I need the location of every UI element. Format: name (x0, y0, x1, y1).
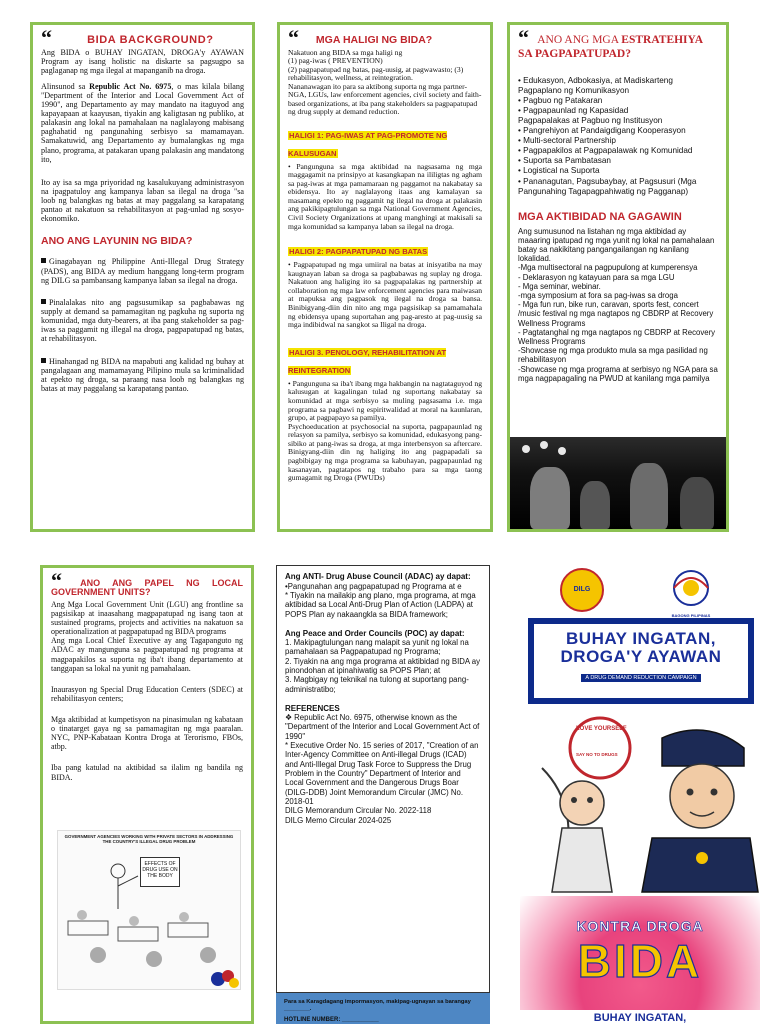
strategy-item: • Pagbuo ng Patakaran (518, 95, 603, 105)
activity-item: -Showcase ng mga programa at serbisyo ng NGA para sa mga nagpapagaling na PWUD at kanilang mga pamilya (518, 364, 718, 383)
panel1-para3: Ito ay isa sa mga priyoridad ng kasalukuyang administrasyon na ipagpatuloy ang kampanya laban sa ilegal na droga "sa loob ng balangkas ng batas at may paggalang sa karapatang pantao at nakatuon sa rehabilitasyon at pag-unlad ng sosyo-ekonomiko. (41, 177, 244, 224)
strategy-list (518, 76, 718, 197)
quote-mark-icon: “ (518, 25, 529, 50)
strategy-item: Pagpapalakas at Pagbuo ng Institusyon (518, 116, 663, 126)
panel1-subheading: ANO ANG LAYUNIN NG BIDA? (41, 235, 193, 248)
classroom-illustration: GOVERNMENT AGENCIES WORKING WITH PRIVATE SECTORS IN ADDRESSING THE COUNTRY'S ILLEGAL DRUG PROBLEM EFFECTS OF DRUG USE ON THE BODY (57, 830, 241, 990)
cover-banner (528, 618, 754, 704)
bida-logo (520, 896, 760, 1024)
square-bullet-icon (41, 358, 46, 363)
panel1-heading: “ BIDA BACKGROUND? (41, 25, 214, 50)
quote-mark-icon: “ (41, 25, 52, 50)
strategy-item: • Pangrehiyon at Pandaigdigang Kooperasyon (518, 126, 686, 136)
bagong-pilipinas-logo-icon: BAGONG PILIPINAS (668, 568, 714, 614)
concert-photo (510, 437, 726, 529)
kontra-droga-label: KONTRA DROGA (576, 918, 704, 934)
strategy-item: • Pananagutan, Pagsubaybay, at Pagsusuri (Mga Pangunahing Tagapagpahiwatig ng Pagganap) (518, 176, 697, 196)
panel1-body (41, 48, 244, 223)
activity-item: - Mga fun run, bike run, caravan, sports fest, concert /music festival ng mga nagtapos ng CBDRP at Recovery Wellness Programs (518, 300, 714, 328)
panel-lgu-role (40, 565, 254, 1024)
panel1-bullet-1: Ginagabayan ng Philippine Anti-Illegal Drug Strategy (PADS), ang BIDA ay medium hanggang long-term program ng DILG sa pambansang kampanya laban sa ilegal na droga. (41, 257, 244, 285)
haligi1-text: • Pangunguna sa mga aktibidad na nagsasama ng mga maggagamit na prinsipyo at kasangkapan na ililigtas ng agham sa pag-iwas at mga pamamaraan ng paggamot na nakabatay sa ebidensya. Ito ay naglalayong itaas ang kamalayan sa masamang epekto ng paggamit ng ilegal na droga at palakasin ang pakikipagtulungan sa mga National Government Agencies, Civil Society Organizations at upang manghingi at makisali sa mga komunidad sa kampanya laban sa ilegal na droga. (288, 161, 482, 231)
poc-item: 2. Tiyakin na ang mga programa at aktibidad ng BIDA ay pinondohan at ipinahiwatig sa POPS Plan; at (285, 656, 481, 675)
strategy-item: • Pagpapakilos at Pagpapalawak ng Komunidad (518, 146, 693, 156)
poc-list (285, 638, 481, 694)
square-bullet-icon (41, 258, 46, 263)
activity-item: - Deklarasyon ng katayuan para sa mga LGU (518, 272, 675, 282)
activity-item: - Pagtatanghal ng mga nagtapos ng CBDRP at Recovery Wellness Programs (518, 327, 716, 346)
activity-item: Ang sumusunod na listahan ng mga aktibidad ay maaaring ipatupad ng mga yunit ng lokal na pamahalaan batay sa nakikitang pangangailangan ng kanilang lokalidad. (518, 226, 715, 264)
panel1-bullets (41, 257, 244, 393)
panel-adac-poc (276, 565, 490, 993)
say-no-badge: SAY NO TO DRUGS (576, 752, 618, 757)
bida-bottom-text: BUHAY INGATAN, (520, 1010, 760, 1024)
reference-item: ❖ Republic Act No. 6975, otherwise known as the "Department of the Interior and Local Government Act of 1990" (285, 713, 480, 741)
quote-mark-icon: “ (51, 568, 62, 593)
panel1-bullet-2: Pinalalakas nito ang pagsusumikap sa pagbabawas ng supply at demand sa pamamagitan ng pagkuha ng suporta ng komunidad, mga duty-bearers, at iba pang stakeholder sa pag-iwas sa paggamit ng illegal na droga, pagpapatupad ng batas, at rehabilitasyon. (41, 297, 244, 344)
quote-mark-icon: “ (288, 25, 299, 50)
panel4-para: Inaurasyon ng Special Drug Education Centers (SDEC) at rehabilitasyon centers; (51, 684, 243, 703)
adac-item: •Pangunahan ang pagpapatupad ng Programa at e (285, 581, 462, 591)
haligi3-heading: HALIGI 3. PENOLOGY, REHABILITATION AT REINTEGRATION (288, 347, 447, 375)
reference-item: DILG Memorandum Circular No. 2022-118 (285, 806, 432, 816)
activity-item: -Mga multisectoral na pagpupulong at kumperensya (518, 263, 698, 273)
panel4-body (51, 600, 243, 782)
strategy-item: • Multi-sectoral Partnership (518, 136, 616, 146)
haligi3-text: • Pangunguna sa iba't ibang mga hakbangin na nagtataguyod ng kalusugan at kagalingan tulad ng suportang nakabatay sa komunidad at mga serbisyo sa muling pagsasama i.e. mga programa sa pagbawi ng espiritwalidad at moral na kaunlaran, grupo, at pagpapayo sa pamilya. Psychoeducation at psychosocial na suporta, pagpapaunlad ng relasyon sa pamilya, serbisyo sa komunidad, edukasyong pang-sibiko at pang-iwas sa droga, at mga interbensyon sa aftercare. Binigyang-diin din ng haliging ito ang pagpapadali sa pagbibigay ng mga programa sa kabuhayan, pagpapaunlad ng kasanayan, pagtatapos ng trabaho para sa mga taong gumagamit ng Droga (PWUDs) (288, 378, 482, 483)
references-list (285, 713, 481, 825)
adac-heading: Ang ANTI- Drug Abuse Council (ADAC) ay dapat: (285, 572, 471, 581)
contact-box (276, 993, 490, 1024)
hotline-number: HOTLINE NUMBER: ___________ (284, 1016, 379, 1023)
strategy-item: • Logistical na Suporta (518, 166, 600, 176)
panel3-subheading: MGA AKTIBIDAD NA GAGAWIN (518, 210, 682, 223)
strategy-item: • Suporta sa Pambatasan (518, 156, 611, 166)
haligi2-text: • Pagpapatupad ng mga umiiral na batas at inisyatiba na may kaugnayan laban sa droga sa pagbabawas ng suplay ng droga. Nakatuon ang haliging ito sa pagpapalakas ng partnership at collaboration ng mga law enforcement agencies para maiwasan at mapuksa ang pagpasok ng ilegal na droga sa bansa. Binibigyang-diin din nito ang mga pagsisikap sa pamamahala ng ebidensya upang suportahan ang pag-aresto at pag-uusig sa mga indibidwal na sangkot sa Iligal na droga. (288, 260, 482, 330)
dilg-seal-icon: DILG (560, 568, 604, 612)
panel2-intro: Nakatuon ang BIDA sa mga haligi ng (1) pag-iwas ( PREVENTION) (2) pagpapatupad ng batas, pag-uusig, at pagwawasto; (3) rehabilitasyon, wellness, at reintegration. Nananawagan ito para sa aktibong suporta ng mga partner-NGA, LGUs, law enforcement agencies, civil society and faith-based organizations, at iba pang stakeholders sa pagpapatupad ng drug supply at demand reduction. (288, 47, 482, 117)
panel-haligi (277, 22, 493, 532)
classroom-sketch-icon (58, 831, 242, 991)
strategy-item: • Edukasyon, Adbokasiya, at Madiskarteng Pagpaplano ng Komunikasyon (518, 75, 673, 95)
panel4-para: Mga aktibidad at kumpetisyon na pinasimulan ng kabataan o tinatarget gaya ng sa pamamagitan ng mga paaralan. NYC, PNP-Kabataan Kontra Droga at Terorismo, FBOs, atbp. (51, 714, 243, 752)
cover-title-1: BUHAY INGATAN, (566, 629, 716, 648)
haligi2-heading: HALIGI 2: PAGPAPATUPAD NG BATAS (289, 247, 428, 257)
panel4-para: Iba pang katulad na aktibidad sa ilalim ng bandila ng BIDA. (51, 763, 243, 782)
activity-item: -mga symposium at fora sa pag-iwas sa droga (518, 291, 678, 300)
panel2-heading: “ MGA HALIGI NG BIDA? (288, 25, 433, 50)
panel1-bullet-3: Hinahangad ng BIDA na mapabuti ang kalidad ng buhay at pangalagaan ang mamamayang Pilipino mula sa kriminalidad at epekto ng droga, sa paraang nasa loob ng balangkas ng batas at may paggalang sa karapatang pantao. (41, 356, 244, 394)
panel4-para: Ang Mga Local Government Unit (LGU) ang frontline sa pagsisikap at inaasahang magpapatupad ng isang taon at sustained programs, projects and activities na nakatuon sa operationalization at pagpapatupad ng BIDA programs (51, 599, 243, 637)
bida-wordmark: BIDA (577, 935, 703, 987)
poc-item: 3. Magbigay ng teknikal na tulong at suportang pang-administratibo; (285, 675, 469, 694)
panel1-intro: Ang BIDA o BUHAY INGATAN, DROGA'y AYAWAN Program ay isang holistic na diskarte sa pagsugpo sa paglaganap ng mga ilegal at mapanganib na droga. (41, 48, 244, 76)
activity-item: -Showcase ng mga produkto mula sa mga pasilidad ng rehabilitasyon (518, 346, 708, 365)
adac-item: * Tiyakin na mailakip ang plano, mga programa, at mga aktibidad sa Local Anti-Drug Plan of Action (LADPA) at POPS Plan ay nakaangkla sa BIDA framework; (285, 590, 476, 619)
reference-item: * Executive Order No. 15 series of 2017, "Creation of an Inter-Agency Committee on Anti-illegal Drugs (ICAD) and Anti-Illegal Drug Task Force to Suppress the Drug Problem in the Country" Department of Interior and Local Government and the Dangerous Drugs Boar (285, 741, 479, 788)
haligi1-heading: HALIGI 1: PAG-IWAS AT PAG-PROMOTE NG KALUSUGAN (288, 130, 448, 158)
strategy-item: • Pagpapaunlad ng Kapasidad (518, 105, 629, 115)
square-bullet-icon (41, 299, 46, 304)
panel-estratehiya (507, 22, 729, 532)
reference-item: DILG Memo Circular 2024-025 (285, 815, 392, 825)
sketch-board: EFFECTS OF DRUG USE ON THE BODY (140, 857, 180, 887)
activity-list (518, 226, 718, 383)
campaign-tagline: A DRUG DEMAND REDUCTION CAMPAIGN (581, 674, 700, 682)
panel-bida-background (30, 22, 255, 532)
cover-panel (520, 560, 760, 1024)
cover-title-2: DROGA'Y AYAWAN (560, 646, 722, 666)
reference-item: (DILG-DDB) Joint Memorandum Circular (JMC) No. 2018-01 (285, 787, 464, 807)
activity-item: - Mga seminar, webinar. (518, 281, 601, 291)
panel1-ra: Alinsunod sa Republic Act No. 6975, o mas kilala bilang "Department of the Interior and Local Government Act of 1990", ang Departamento ay may mandato na itaguyod ang kapayapaan at kaayusan, tiyakin ang kaligtasan ng publiko, at palakasin ang lokal na pamahalaan na naglalayong mabisang paghahatid ng pangunahing serbisyo sa mamamayan. Samakatuwid, ang Departamento ay bumalangkas ng mga plano, programa, at patakaran upang palakasin ang mandatong ito, (41, 81, 244, 164)
panel4-heading: “ ANO ANG PAPEL NG LOCAL GOVERNMENT UNITS? (51, 568, 244, 598)
poc-item: 1. Makipagtulungan nang malapit sa yunit ng lokal na pamahalaan sa Pagpapatupad ng Programa; (285, 637, 469, 657)
poc-heading: Ang Peace and Order Councils (POC) ay dapat: (285, 628, 465, 638)
panel4-para: Ang mga Local Chief Executive ay ang Tagapanguto ng ADAC ay mangunguna sa pagpapatupad ng programa at magpapakilos sa suporta ng iba't ibang departamento at tanggapan sa lokal na yunit ng pamahalaan. (51, 636, 243, 673)
police-cartoon-icon (522, 708, 758, 892)
love-yourself-badge: LOVE YOURSELF (576, 726, 627, 732)
contact-line: Para sa Karagdagang impormasyon, makipag-ugnayan sa barangay ________. (284, 999, 471, 1012)
adac-list (285, 582, 481, 619)
references-heading: REFERENCES (285, 704, 340, 714)
cartoon-illustration (522, 708, 758, 892)
panel3-heading: “ ANO ANG MGA ESTRATEHIYA SA PAGPAPATUPAD? (518, 25, 703, 61)
